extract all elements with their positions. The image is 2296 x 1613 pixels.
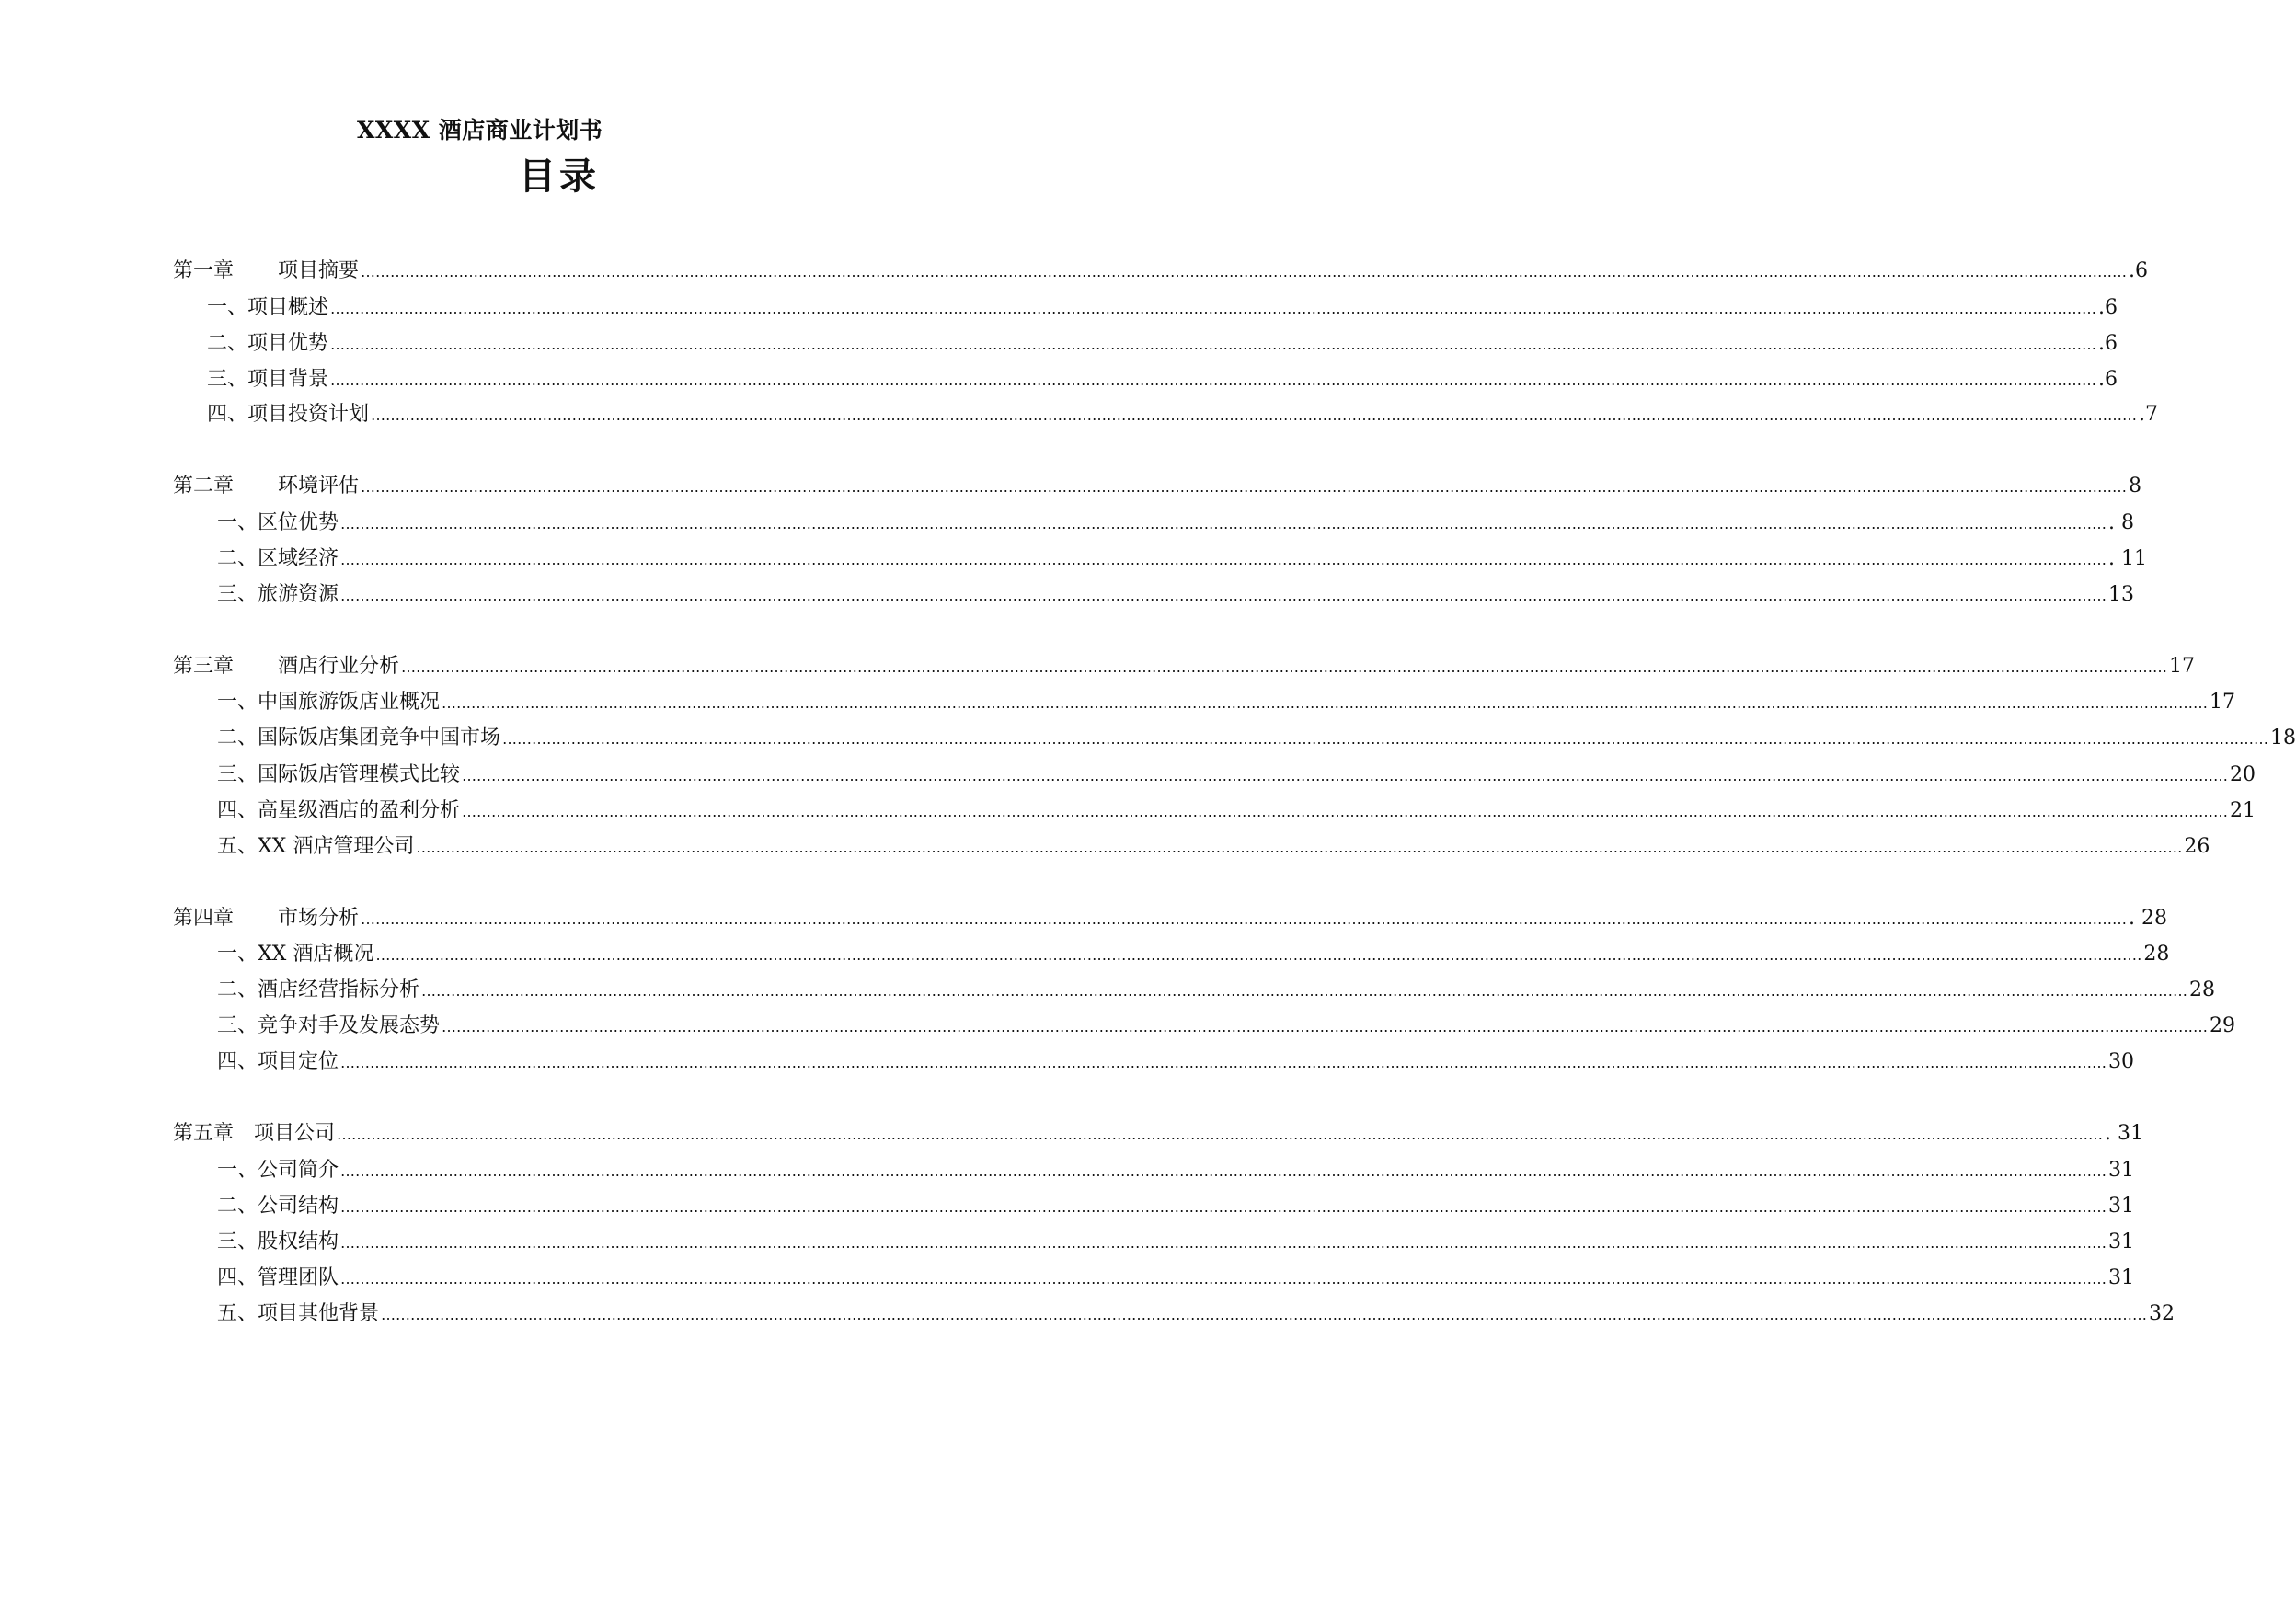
toc-entry-number: 一、 [217, 1159, 258, 1182]
toc-section-entry[interactable] [217, 941, 2170, 968]
document-title: XXXX 酒店商业计划书 [357, 117, 603, 143]
toc-section-entry[interactable] [207, 294, 2118, 322]
toc-leader-dots: ……………………………………………………………………………………………………………………………………………………………………………………………………………………………………………………………………………………………………………………………… [340, 1054, 2107, 1071]
toc-entry-label: 高星级酒店的盈利分析 [258, 799, 461, 822]
toc-entry-page: 31 [2108, 1159, 2135, 1182]
toc-section-entry[interactable] [207, 330, 2118, 358]
toc-entry-number: 四、 [217, 799, 258, 822]
toc-chapter-entry[interactable] [173, 473, 2142, 500]
toc-entry-number: 三、 [207, 368, 248, 391]
toc-entry-label: 酒店经营指标分析 [258, 978, 420, 1001]
toc-leader-dots: ……………………………………………………………………………………………………………………………………………………………………………………………………………………………………………………………………………………………………………………………… [330, 300, 2097, 317]
toc-leader-dots: ……………………………………………………………………………………………………………………………………………………………………………………………………………………………………………………………………………………………………………………………… [340, 1270, 2107, 1287]
toc-entry-label: 公司简介 [258, 1159, 339, 1182]
toc-entry-label: 股权结构 [258, 1230, 339, 1253]
toc-entry-page: . 31 [2105, 1122, 2143, 1145]
toc-entry-number: 五、 [217, 835, 258, 858]
toc-section-entry[interactable] [217, 725, 2296, 752]
toc-entry-label: 项目背景 [247, 368, 329, 391]
toc-entry-page: 13 [2108, 583, 2135, 606]
toc-entry-page: 29 [2210, 1014, 2236, 1037]
toc-entry-page: 21 [2230, 799, 2256, 822]
toc-entry-label: 项目其他背景 [258, 1302, 380, 1325]
toc-section-entry[interactable] [207, 366, 2118, 394]
toc-entry-label: 管理团队 [258, 1266, 339, 1289]
toc-section-entry[interactable] [217, 977, 2216, 1004]
toc-heading: 目录 [519, 155, 600, 198]
toc-entry-label: 国际饭店集团竞争中国市场 [258, 726, 501, 749]
toc-entry-number: 三、 [217, 1230, 258, 1253]
toc-leader-dots: ……………………………………………………………………………………………………………………………………………………………………………………………………………………………………………………………………………………………………………………………… [462, 767, 2229, 784]
toc-leader-dots: ……………………………………………………………………………………………………………………………………………………………………………………………………………………………………………………………………………………………………………………………… [416, 839, 2183, 856]
toc-entry-label: 环境评估 [278, 475, 360, 498]
toc-leader-dots: ……………………………………………………………………………………………………………………………………………………………………………………………………………………………………………………………………………………………………………………………… [375, 946, 2142, 964]
toc-entry-number: 第五章 [173, 1122, 235, 1145]
toc-entry-page: 28 [2143, 943, 2170, 966]
toc-entry-number: 二、 [217, 547, 258, 570]
toc-entry-label: 区域经济 [258, 547, 339, 570]
toc-leader-dots: ……………………………………………………………………………………………………………………………………………………………………………………………………………………………………………………………………………………………………………………………… [330, 372, 2097, 389]
toc-entry-page: 8 [2129, 475, 2142, 498]
toc-leader-dots: ……………………………………………………………………………………………………………………………………………………………………………………………………………………………………………………………………………………………………………………………… [401, 658, 2168, 676]
toc-entry-number: 第一章 [173, 259, 235, 282]
toc-entry-number: 一、 [217, 943, 258, 966]
toc-entry-label: XX 酒店管理公司 [258, 835, 415, 858]
toc-entry-number: 第三章 [173, 655, 235, 678]
toc-entry-label: 公司结构 [258, 1195, 339, 1218]
toc-entry-page: 26 [2184, 835, 2210, 858]
toc-leader-dots: ……………………………………………………………………………………………………………………………………………………………………………………………………………………………………………………………………………………………………………………………… [371, 406, 2138, 424]
toc-entry-page: 32 [2149, 1302, 2175, 1325]
toc-entry-page: . 11 [2108, 547, 2148, 570]
toc-section-entry[interactable] [217, 1229, 2135, 1256]
toc-leader-dots: ……………………………………………………………………………………………………………………………………………………………………………………………………………………………………………………………………………………………………………………………… [330, 336, 2097, 353]
toc-leader-dots: ……………………………………………………………………………………………………………………………………………………………………………………………………………………………………………………………………………………………………………………………… [381, 1306, 2148, 1323]
toc-section-entry[interactable] [207, 401, 2159, 429]
toc-leader-dots: ……………………………………………………………………………………………………………………………………………………………………………………………………………………………………………………………………………………………………………………………… [361, 910, 2128, 928]
toc-entry-label: 酒店行业分析 [278, 655, 400, 678]
toc-chapter-entry[interactable] [173, 653, 2196, 681]
toc-leader-dots: ……………………………………………………………………………………………………………………………………………………………………………………………………………………………………………………………………………………………………………………………… [337, 1126, 2104, 1143]
toc-leader-dots: ……………………………………………………………………………………………………………………………………………………………………………………………………………………………………………………………………………………………………………………………… [361, 478, 2128, 496]
toc-entry-number: 三、 [217, 763, 258, 786]
toc-leader-dots: ……………………………………………………………………………………………………………………………………………………………………………………………………………………………………………………………………………………………………………………………… [340, 1162, 2107, 1180]
toc-entry-number: 四、 [207, 403, 248, 426]
toc-entry-label: 旅游资源 [258, 583, 339, 606]
toc-leader-dots: ……………………………………………………………………………………………………………………………………………………………………………………………………………………………………………………………………………………………………………………………… [442, 1018, 2209, 1035]
toc-entry-label: 项目公司 [254, 1122, 336, 1145]
toc-entry-number: 二、 [207, 332, 248, 355]
toc-leader-dots: ……………………………………………………………………………………………………………………………………………………………………………………………………………………………………………………………………………………………………………………………… [340, 1198, 2107, 1216]
toc-leader-dots: ……………………………………………………………………………………………………………………………………………………………………………………………………………………………………………………………………………………………………………………………… [340, 515, 2107, 532]
toc-entry-label: 市场分析 [278, 907, 360, 930]
toc-entry-page: 18 [2270, 726, 2296, 749]
toc-entry-number: 一、 [207, 296, 248, 319]
toc-entry-number: 四、 [217, 1266, 258, 1289]
toc-entry-page: . 8 [2108, 511, 2135, 534]
toc-entry-number: 五、 [217, 1302, 258, 1325]
toc-entry-page: .6 [2129, 259, 2149, 282]
toc-leader-dots: ……………………………………………………………………………………………………………………………………………………………………………………………………………………………………………………………………………………………………………………………… [340, 551, 2107, 568]
toc-leader-dots: ……………………………………………………………………………………………………………………………………………………………………………………………………………………………………………………………………………………………………………………………… [462, 803, 2229, 820]
toc-section-entry[interactable] [217, 1012, 2236, 1040]
toc-entry-label: 中国旅游饭店业概况 [258, 691, 441, 714]
toc-entry-label: 竞争对手及发展态势 [258, 1014, 441, 1037]
toc-entry-page: 17 [2210, 691, 2236, 714]
toc-entry-page: . 28 [2129, 907, 2167, 930]
toc-section-entry[interactable] [217, 1264, 2135, 1292]
toc-entry-label: 项目摘要 [278, 259, 360, 282]
toc-entry-label: 项目优势 [247, 332, 329, 355]
toc-section-entry[interactable] [217, 833, 2210, 861]
toc-entry-number: 一、 [217, 511, 258, 534]
toc-section-entry[interactable] [217, 1157, 2135, 1184]
toc-entry-label: 国际饭店管理模式比较 [258, 763, 461, 786]
toc-entry-number: 第四章 [173, 907, 235, 930]
toc-leader-dots: ……………………………………………………………………………………………………………………………………………………………………………………………………………………………………………………………………………………………………………………………… [442, 694, 2209, 712]
toc-chapter-entry[interactable] [173, 1120, 2143, 1148]
toc-leader-dots: ……………………………………………………………………………………………………………………………………………………………………………………………………………………………………………………………………………………………………………………………… [340, 1234, 2107, 1252]
toc-section-entry[interactable] [217, 1048, 2135, 1076]
toc-entry-page: 31 [2108, 1195, 2135, 1218]
toc-entry-page: 31 [2108, 1230, 2135, 1253]
toc-entry-number: 四、 [217, 1050, 258, 1073]
toc-section-entry[interactable] [217, 689, 2236, 716]
toc-leader-dots: ……………………………………………………………………………………………………………………………………………………………………………………………………………………………………………………………………………………………………………………………… [340, 587, 2107, 604]
toc-section-entry[interactable] [217, 1193, 2135, 1220]
toc-leader-dots: ……………………………………………………………………………………………………………………………………………………………………………………………………………………………………………………………………………………………………………………………… [361, 263, 2128, 280]
toc-entry-page: 31 [2108, 1266, 2135, 1289]
toc-entry-number: 三、 [217, 1014, 258, 1037]
toc-entry-page: 30 [2108, 1050, 2135, 1073]
toc-entry-number: 三、 [217, 583, 258, 606]
toc-entry-label: 项目定位 [258, 1050, 339, 1073]
toc-entry-page: .6 [2098, 332, 2118, 355]
toc-section-entry[interactable] [217, 581, 2135, 609]
toc-entry-label: XX 酒店概况 [258, 943, 374, 966]
toc-section-entry[interactable] [217, 1300, 2175, 1328]
toc-chapter-entry[interactable] [173, 905, 2167, 932]
toc-section-entry[interactable] [217, 761, 2256, 789]
toc-entry-page: 28 [2189, 978, 2216, 1001]
toc-leader-dots: ……………………………………………………………………………………………………………………………………………………………………………………………………………………………………………………………………………………………………………………………… [502, 730, 2269, 748]
toc-entry-number: 二、 [217, 1195, 258, 1218]
toc-entry-page: 20 [2230, 763, 2256, 786]
toc-section-entry[interactable] [217, 545, 2148, 573]
toc-section-entry[interactable] [217, 509, 2135, 537]
toc-leader-dots: ……………………………………………………………………………………………………………………………………………………………………………………………………………………………………………………………………………………………………………………………… [421, 982, 2188, 1000]
toc-entry-page: .6 [2098, 368, 2118, 391]
toc-chapter-entry[interactable] [173, 257, 2149, 285]
toc-entry-number: 第二章 [173, 475, 235, 498]
toc-entry-label: 项目投资计划 [247, 403, 370, 426]
toc-entry-number: 一、 [217, 691, 258, 714]
toc-entry-page: .7 [2139, 403, 2159, 426]
toc-section-entry[interactable] [217, 797, 2256, 825]
toc-entry-number: 二、 [217, 726, 258, 749]
toc-entry-label: 区位优势 [258, 511, 339, 534]
toc-entry-number: 二、 [217, 978, 258, 1001]
toc-entry-page: 17 [2169, 655, 2196, 678]
toc-entry-page: .6 [2098, 296, 2118, 319]
toc-entry-label: 项目概述 [247, 296, 329, 319]
